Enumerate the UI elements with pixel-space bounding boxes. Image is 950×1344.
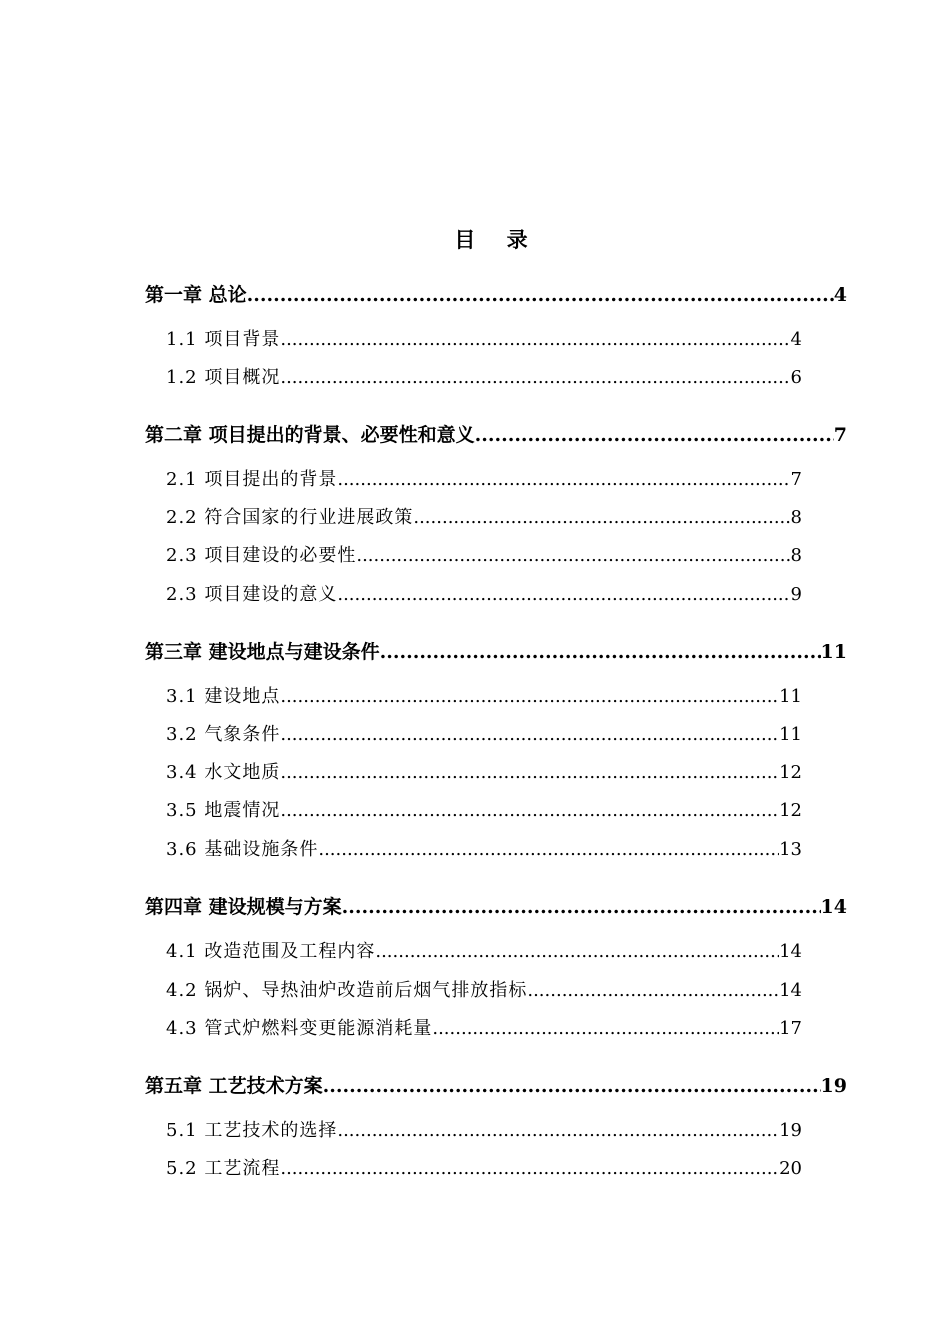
toc-page-number: 19 bbox=[820, 1075, 847, 1097]
toc-chapter-2[interactable] bbox=[145, 420, 847, 450]
toc-page-number: 14 bbox=[779, 941, 802, 962]
toc-page-number: 11 bbox=[779, 686, 802, 707]
toc-leader-dots bbox=[280, 325, 790, 355]
toc-page-number: 9 bbox=[790, 584, 802, 605]
toc-leader-dots bbox=[280, 1154, 779, 1184]
toc-section-4-3[interactable] bbox=[166, 1014, 802, 1044]
toc-chapter-1[interactable] bbox=[145, 280, 847, 310]
toc-leader-dots bbox=[280, 363, 790, 393]
toc-page-number: 6 bbox=[790, 367, 802, 388]
toc-page-number: 14 bbox=[779, 980, 802, 1001]
toc-entry-text: 2.3 项目建设的必要性 bbox=[166, 545, 357, 566]
toc-page-number: 11 bbox=[820, 641, 847, 663]
toc-page-number: 13 bbox=[779, 839, 802, 860]
toc-entry-text: 4.2 锅炉、导热油炉改造前后烟气排放指标 bbox=[166, 980, 528, 1001]
toc-entry-text: 3.1 建设地点 bbox=[166, 686, 281, 707]
toc-leader-dots bbox=[280, 758, 779, 788]
toc-leader-dots bbox=[337, 465, 790, 495]
toc-page-number: 4 bbox=[790, 329, 802, 350]
toc-page-number: 17 bbox=[779, 1018, 802, 1039]
toc-section-4-2[interactable] bbox=[166, 976, 802, 1006]
toc-leader-dots bbox=[323, 1071, 821, 1101]
toc-leader-dots bbox=[432, 1014, 779, 1044]
toc-section-3-5[interactable] bbox=[166, 796, 802, 826]
toc-chapter-4[interactable] bbox=[145, 892, 847, 922]
toc-entry-text: 3.6 基础设施条件 bbox=[166, 839, 319, 860]
toc-chapter-3[interactable] bbox=[145, 637, 847, 667]
toc-page-number: 7 bbox=[790, 469, 802, 490]
toc-leader-dots bbox=[337, 1116, 779, 1146]
toc-leader-dots bbox=[318, 835, 779, 865]
toc-entry-text: 3.5 地震情况 bbox=[166, 800, 281, 821]
toc-section-2-3b[interactable] bbox=[166, 580, 802, 610]
toc-page-number: 11 bbox=[779, 724, 802, 745]
toc-page-number: 8 bbox=[790, 545, 802, 566]
toc-title: 目 录 bbox=[454, 227, 540, 252]
toc-entry-text: 4.1 改造范围及工程内容 bbox=[166, 941, 376, 962]
toc-entry-text: 2.1 项目提出的背景 bbox=[166, 469, 338, 490]
toc-page-number: 12 bbox=[779, 762, 802, 783]
toc-leader-dots bbox=[342, 892, 821, 922]
toc-entry-text: 2.3 项目建设的意义 bbox=[166, 584, 338, 605]
toc-page-number: 20 bbox=[779, 1158, 802, 1179]
toc-section-2-1[interactable] bbox=[166, 465, 802, 495]
toc-page-number: 7 bbox=[833, 424, 847, 446]
toc-section-3-4[interactable] bbox=[166, 758, 802, 788]
toc-section-4-1[interactable] bbox=[166, 937, 802, 967]
toc-section-3-1[interactable] bbox=[166, 682, 802, 712]
toc-entry-text: 第一章 总论 bbox=[145, 284, 247, 306]
toc-entry-text: 1.2 项目概况 bbox=[166, 367, 281, 388]
toc-section-2-2[interactable] bbox=[166, 503, 802, 533]
toc-entry-text: 第三章 建设地点与建设条件 bbox=[145, 641, 380, 663]
toc-leader-dots bbox=[375, 937, 779, 967]
toc-chapter-5[interactable] bbox=[145, 1071, 847, 1101]
toc-section-1-1[interactable] bbox=[166, 325, 802, 355]
toc-section-5-1[interactable] bbox=[166, 1116, 802, 1146]
toc-section-3-6[interactable] bbox=[166, 835, 802, 865]
toc-page-number: 12 bbox=[779, 800, 802, 821]
toc-leader-dots bbox=[527, 976, 779, 1006]
toc-entry-text: 3.2 气象条件 bbox=[166, 724, 281, 745]
toc-section-2-3[interactable] bbox=[166, 541, 802, 571]
toc-leader-dots bbox=[280, 796, 779, 826]
toc-section-3-2[interactable] bbox=[166, 720, 802, 750]
toc-leader-dots bbox=[380, 637, 821, 667]
toc-entry-text: 3.4 水文地质 bbox=[166, 762, 281, 783]
toc-entry-text: 5.1 工艺技术的选择 bbox=[166, 1120, 338, 1141]
toc-leader-dots bbox=[413, 503, 790, 533]
toc-page-number: 19 bbox=[779, 1120, 802, 1141]
toc-entry-text: 第五章 工艺技术方案 bbox=[145, 1075, 323, 1097]
toc-leader-dots bbox=[337, 580, 790, 610]
toc-entry-text: 第四章 建设规模与方案 bbox=[145, 896, 342, 918]
toc-entry-text: 1.1 项目背景 bbox=[166, 329, 281, 350]
toc-page-number: 4 bbox=[833, 284, 847, 306]
toc-entry-text: 5.2 工艺流程 bbox=[166, 1158, 281, 1179]
toc-entry-text: 第二章 项目提出的背景、必要性和意义 bbox=[145, 424, 475, 446]
toc-entry-text: 2.2 符合国家的行业进展政策 bbox=[166, 507, 414, 528]
toc-leader-dots bbox=[247, 280, 834, 310]
toc-section-5-2[interactable] bbox=[166, 1154, 802, 1184]
toc-leader-dots bbox=[356, 541, 790, 571]
toc-entry-text: 4.3 管式炉燃料变更能源消耗量 bbox=[166, 1018, 433, 1039]
toc-leader-dots bbox=[280, 720, 779, 750]
toc-page-number: 14 bbox=[820, 896, 847, 918]
toc-section-1-2[interactable] bbox=[166, 363, 802, 393]
toc-page-number: 8 bbox=[790, 507, 802, 528]
toc-leader-dots bbox=[475, 420, 834, 450]
toc-leader-dots bbox=[280, 682, 779, 712]
